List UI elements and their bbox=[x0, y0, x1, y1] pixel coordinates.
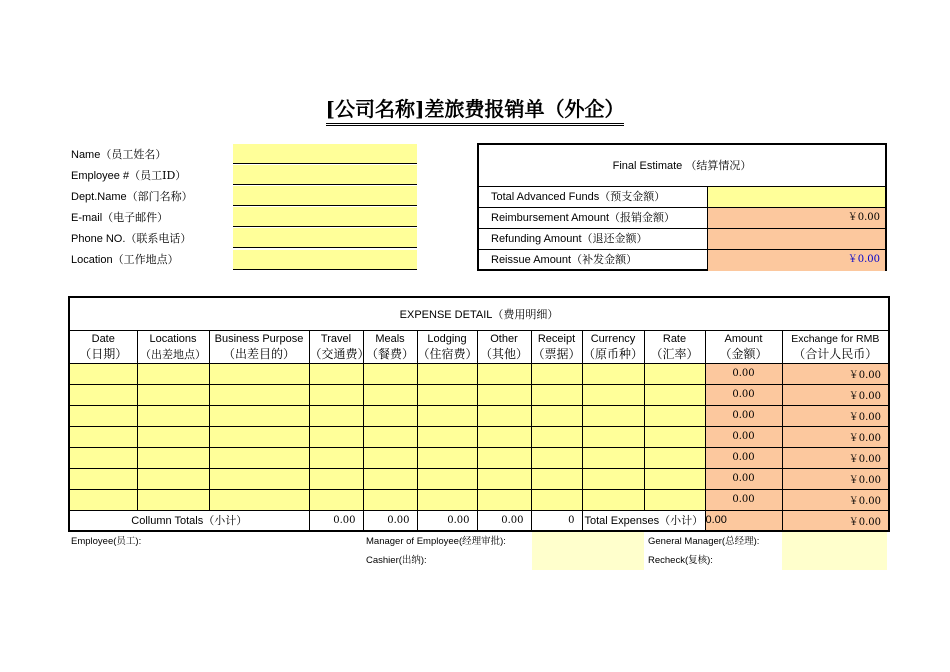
general-manager-signature-field[interactable] bbox=[782, 532, 887, 570]
rmb-cell: ￥0.00 bbox=[782, 447, 889, 468]
other-cell[interactable] bbox=[477, 489, 531, 510]
other-cell[interactable] bbox=[477, 447, 531, 468]
dept-name-label: Dept.Name（部门名称） bbox=[71, 190, 193, 203]
lodging-total: 0.00 bbox=[417, 510, 477, 531]
email-field[interactable] bbox=[233, 207, 417, 227]
table-row bbox=[69, 405, 889, 426]
location-cell[interactable] bbox=[137, 405, 209, 426]
total-advanced-funds-value[interactable] bbox=[708, 187, 885, 207]
meals-cell[interactable] bbox=[363, 489, 417, 510]
col-locations: Locations （出差地点） bbox=[137, 330, 209, 363]
table-row bbox=[69, 489, 889, 510]
purpose-cell[interactable] bbox=[209, 468, 309, 489]
other-cell[interactable] bbox=[477, 468, 531, 489]
receipt-cell[interactable] bbox=[531, 384, 582, 405]
expense-detail-caption: EXPENSE DETAIL（费用明细） bbox=[69, 297, 889, 330]
final-estimate-box bbox=[477, 143, 887, 271]
receipt-cell[interactable] bbox=[531, 363, 582, 384]
other-cell[interactable] bbox=[477, 405, 531, 426]
receipt-cell[interactable] bbox=[531, 447, 582, 468]
location-cell[interactable] bbox=[137, 489, 209, 510]
amount-cell: 0.00 bbox=[705, 447, 782, 468]
manager-signature-label: Manager of Employee(经理审批): bbox=[366, 536, 506, 547]
receipt-total: 0 bbox=[531, 510, 582, 531]
purpose-cell[interactable] bbox=[209, 405, 309, 426]
purpose-cell[interactable] bbox=[209, 489, 309, 510]
reissue-amount-value[interactable]: ￥0.00 bbox=[708, 250, 885, 271]
refunding-amount-row: Refunding Amount（退还金额） bbox=[479, 229, 885, 250]
travel-cell[interactable] bbox=[309, 426, 363, 447]
travel-cell[interactable] bbox=[309, 363, 363, 384]
lodging-cell[interactable] bbox=[417, 447, 477, 468]
phone-label: Phone NO.（联系电话） bbox=[71, 232, 192, 245]
rate-cell[interactable] bbox=[644, 426, 705, 447]
rmb-cell: ￥0.00 bbox=[782, 489, 889, 510]
purpose-cell[interactable] bbox=[209, 384, 309, 405]
column-totals-row bbox=[69, 510, 889, 531]
travel-cell[interactable] bbox=[309, 489, 363, 510]
currency-cell[interactable] bbox=[582, 489, 644, 510]
location-label: Location（工作地点） bbox=[71, 253, 179, 266]
total-expenses-label: Total Expenses（小计） bbox=[582, 510, 705, 531]
col-rate: Rate （汇率） bbox=[644, 330, 705, 363]
col-exchange-rmb: Exchange for RMB （合计人民币） bbox=[782, 330, 889, 363]
date-cell[interactable] bbox=[69, 489, 137, 510]
reimbursement-amount-value[interactable]: ￥0.00 bbox=[708, 208, 885, 228]
rmb-cell: ￥0.00 bbox=[782, 426, 889, 447]
expense-detail-table bbox=[68, 296, 890, 532]
col-date: Date （日期） bbox=[69, 330, 137, 363]
location-cell[interactable] bbox=[137, 447, 209, 468]
col-travel: Travel （交通费） bbox=[309, 330, 363, 363]
currency-cell[interactable] bbox=[582, 405, 644, 426]
dept-name-field[interactable] bbox=[233, 186, 417, 206]
lodging-cell[interactable] bbox=[417, 405, 477, 426]
meals-cell[interactable] bbox=[363, 363, 417, 384]
lodging-cell[interactable] bbox=[417, 426, 477, 447]
currency-cell[interactable] bbox=[582, 363, 644, 384]
date-cell[interactable] bbox=[69, 384, 137, 405]
date-cell[interactable] bbox=[69, 363, 137, 384]
rate-cell[interactable] bbox=[644, 405, 705, 426]
receipt-cell[interactable] bbox=[531, 468, 582, 489]
amount-cell: 0.00 bbox=[705, 384, 782, 405]
rmb-cell: ￥0.00 bbox=[782, 468, 889, 489]
total-rmb: ￥0.00 bbox=[782, 510, 889, 531]
name-field[interactable] bbox=[233, 144, 417, 164]
other-cell[interactable] bbox=[477, 384, 531, 405]
col-receipt: Receipt （票据） bbox=[531, 330, 582, 363]
rate-cell[interactable] bbox=[644, 384, 705, 405]
table-row bbox=[69, 447, 889, 468]
cashier-signature-label: Cashier(出纳): bbox=[366, 555, 427, 566]
meals-cell[interactable] bbox=[363, 405, 417, 426]
table-row bbox=[69, 384, 889, 405]
refunding-amount-value[interactable] bbox=[708, 229, 885, 249]
table-row bbox=[69, 363, 889, 384]
meals-cell[interactable] bbox=[363, 447, 417, 468]
other-cell[interactable] bbox=[477, 363, 531, 384]
travel-cell[interactable] bbox=[309, 384, 363, 405]
lodging-cell[interactable] bbox=[417, 489, 477, 510]
final-estimate-heading: Final Estimate （结算情况） bbox=[479, 145, 885, 187]
currency-cell[interactable] bbox=[582, 447, 644, 468]
receipt-cell[interactable] bbox=[531, 426, 582, 447]
lodging-cell[interactable] bbox=[417, 363, 477, 384]
amount-cell: 0.00 bbox=[705, 489, 782, 510]
email-label: E-mail（电子邮件） bbox=[71, 211, 169, 224]
currency-cell[interactable] bbox=[582, 468, 644, 489]
employee-signature-label: Employee(员工): bbox=[71, 536, 142, 547]
rate-cell[interactable] bbox=[644, 489, 705, 510]
rate-cell[interactable] bbox=[644, 363, 705, 384]
amount-cell: 0.00 bbox=[705, 426, 782, 447]
total-advanced-funds-row: Total Advanced Funds（预支金额） bbox=[479, 187, 885, 208]
receipt-cell[interactable] bbox=[531, 405, 582, 426]
location-cell[interactable] bbox=[137, 426, 209, 447]
purpose-cell[interactable] bbox=[209, 447, 309, 468]
other-total: 0.00 bbox=[477, 510, 531, 531]
total-amount: 0.00 bbox=[705, 510, 782, 531]
employee-id-label: Employee #（员工ID） bbox=[71, 169, 187, 182]
rmb-cell: ￥0.00 bbox=[782, 405, 889, 426]
receipt-cell[interactable] bbox=[531, 489, 582, 510]
travel-cell[interactable] bbox=[309, 405, 363, 426]
table-row bbox=[69, 468, 889, 489]
currency-cell[interactable] bbox=[582, 426, 644, 447]
currency-cell[interactable] bbox=[582, 384, 644, 405]
lodging-cell[interactable] bbox=[417, 468, 477, 489]
col-lodging: Lodging （住宿费） bbox=[417, 330, 477, 363]
location-field[interactable] bbox=[233, 250, 417, 270]
meals-total: 0.00 bbox=[363, 510, 417, 531]
amount-cell: 0.00 bbox=[705, 363, 782, 384]
location-cell[interactable] bbox=[137, 363, 209, 384]
reimbursement-amount-row: Reimbursement Amount（报销金额） ￥0.00 bbox=[479, 208, 885, 229]
expense-header-row bbox=[69, 330, 889, 363]
travel-cell[interactable] bbox=[309, 468, 363, 489]
rmb-cell: ￥0.00 bbox=[782, 384, 889, 405]
manager-signature-field[interactable] bbox=[532, 532, 644, 570]
col-meals: Meals （餐费） bbox=[363, 330, 417, 363]
lodging-cell[interactable] bbox=[417, 384, 477, 405]
other-cell[interactable] bbox=[477, 426, 531, 447]
col-currency: Currency （原币种） bbox=[582, 330, 644, 363]
date-cell[interactable] bbox=[69, 447, 137, 468]
phone-field[interactable] bbox=[233, 228, 417, 248]
location-cell[interactable] bbox=[137, 384, 209, 405]
travel-cell[interactable] bbox=[309, 447, 363, 468]
meals-cell[interactable] bbox=[363, 426, 417, 447]
amount-cell: 0.00 bbox=[705, 468, 782, 489]
reissue-amount-row: Reissue Amount（补发金额） ￥0.00 bbox=[479, 250, 885, 271]
travel-total: 0.00 bbox=[309, 510, 363, 531]
date-cell[interactable] bbox=[69, 426, 137, 447]
form-title: [公司名称]差旅费报销单（外企） bbox=[0, 96, 950, 126]
table-row bbox=[69, 426, 889, 447]
rmb-cell: ￥0.00 bbox=[782, 363, 889, 384]
date-cell[interactable] bbox=[69, 468, 137, 489]
amount-cell: 0.00 bbox=[705, 405, 782, 426]
name-label: Name（员工姓名） bbox=[71, 148, 167, 161]
general-manager-signature-label: General Manager(总经理): bbox=[648, 536, 760, 547]
rate-cell[interactable] bbox=[644, 447, 705, 468]
recheck-signature-label: Recheck(复核): bbox=[648, 555, 713, 566]
date-cell[interactable] bbox=[69, 405, 137, 426]
meals-cell[interactable] bbox=[363, 384, 417, 405]
meals-cell[interactable] bbox=[363, 468, 417, 489]
rate-cell[interactable] bbox=[644, 468, 705, 489]
purpose-cell[interactable] bbox=[209, 426, 309, 447]
col-amount: Amount （金额） bbox=[705, 330, 782, 363]
col-other: Other （其他） bbox=[477, 330, 531, 363]
purpose-cell[interactable] bbox=[209, 363, 309, 384]
col-business-purpose: Business Purpose （出差目的） bbox=[209, 330, 309, 363]
employee-id-field[interactable] bbox=[233, 165, 417, 185]
location-cell[interactable] bbox=[137, 468, 209, 489]
column-totals-label: Collumn Totals（小计） bbox=[69, 510, 309, 531]
